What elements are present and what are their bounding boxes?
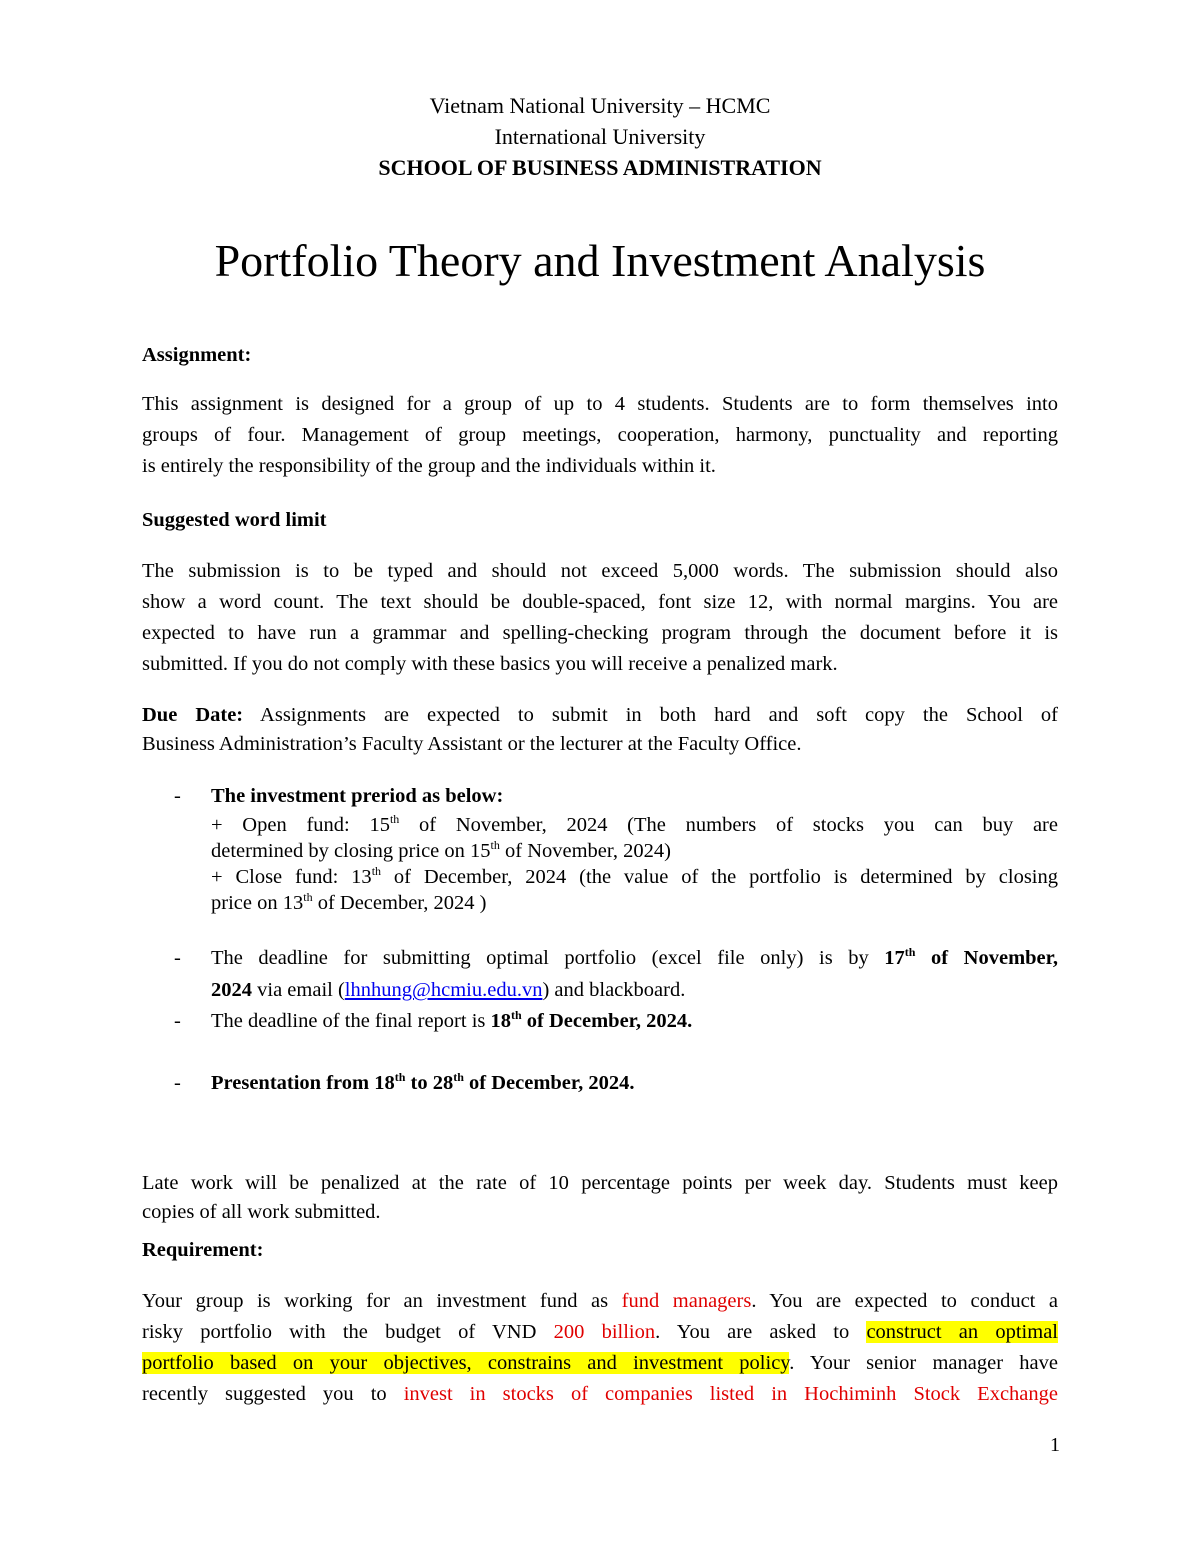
requirement-line-1: Your group is working for an investment fund as fund managers. You are expected to conduct a (142, 1290, 1058, 1312)
close-fund-line-1: + Close fund: 13th of December, 2024 (the value of the portfolio is determined by closing (211, 864, 1058, 888)
open-fund-line-1: + Open fund: 15th of November, 2024 (The numbers of stocks you can buy are (211, 812, 1058, 836)
word-limit-heading: Suggested word limit (142, 509, 327, 531)
word-limit-line-4: submitted. If you do not comply with these basics you will receive a penalized mark. (142, 653, 838, 675)
requirement-line-3: portfolio based on your objectives, constrains and investment policy. Your senior manager have (142, 1352, 1058, 1374)
document-title: Portfolio Theory and Investment Analysis (214, 235, 986, 286)
requirement-line-2: risky portfolio with the budget of VND 200 billion. You are asked to construct an optimal (142, 1321, 1058, 1343)
portfolio-deadline-line-1: The deadline for submitting optimal portfolio (excel file only) is by 17th of November, (211, 945, 1058, 969)
requirement-heading: Requirement: (142, 1239, 264, 1261)
institution-name: International University (494, 124, 706, 149)
final-report-deadline: The deadline of the final report is 18th of December, 2024. (211, 1008, 693, 1032)
assignment-line-2: groups of four. Management of group meetings, cooperation, harmony, punctuality and reporting (142, 424, 1058, 446)
late-work-line-1: Late work will be penalized at the rate of 10 percentage points per week day. Students must keep (142, 1172, 1058, 1194)
bullet-dash: - (174, 1072, 181, 1094)
assignment-heading: Assignment: (142, 344, 252, 366)
word-limit-line-1: The submission is to be typed and should not exceed 5,000 words. The submission should also (142, 560, 1058, 582)
bullet-dash: - (174, 1010, 181, 1032)
lecturer-email-link[interactable]: lhnhung@hcmiu.edu.vn (344, 979, 543, 1001)
close-fund-line-2: price on 13th of December, 2024 ) (211, 890, 487, 914)
requirement-line-4: recently suggested you to invest in stocks of companies listed in Hochiminh Stock Exchange (142, 1383, 1058, 1405)
word-limit-line-2: show a word count. The text should be double-spaced, font size 12, with normal margins. You are (142, 591, 1058, 613)
word-limit-line-3: expected to have run a grammar and spelling-checking program through the document before it is (142, 622, 1058, 644)
page-number: 1 (1050, 1434, 1060, 1456)
assignment-line-3: is entirely the responsibility of the group and the individuals within it. (142, 455, 716, 477)
portfolio-deadline-line-2: 2024 via email (lhnhung@hcmiu.edu.vn) and blackboard. (211, 979, 686, 1001)
due-date-line-2: Business Administration’s Faculty Assistant or the lecturer at the Faculty Office. (142, 733, 802, 755)
bullet-dash: - (174, 947, 181, 969)
open-fund-line-2: determined by closing price on 15th of November, 2024) (211, 838, 671, 862)
due-date-line-1: Due Date: Assignments are expected to submit in both hard and soft copy the School of (142, 704, 1058, 726)
assignment-line-1: This assignment is designed for a group of up to 4 students. Students are to form themselves into (142, 393, 1058, 415)
late-work-line-2: copies of all work submitted. (142, 1201, 381, 1223)
university-name: Vietnam National University – HCMC (429, 93, 771, 118)
due-date-label: Due Date: (142, 704, 244, 726)
investment-period-heading: The investment preriod as below: (211, 785, 504, 807)
presentation-dates: Presentation from 18th to 28th of December, 2024. (211, 1070, 635, 1094)
school-name: SCHOOL OF BUSINESS ADMINISTRATION (378, 155, 822, 180)
bullet-dash: - (174, 785, 181, 807)
